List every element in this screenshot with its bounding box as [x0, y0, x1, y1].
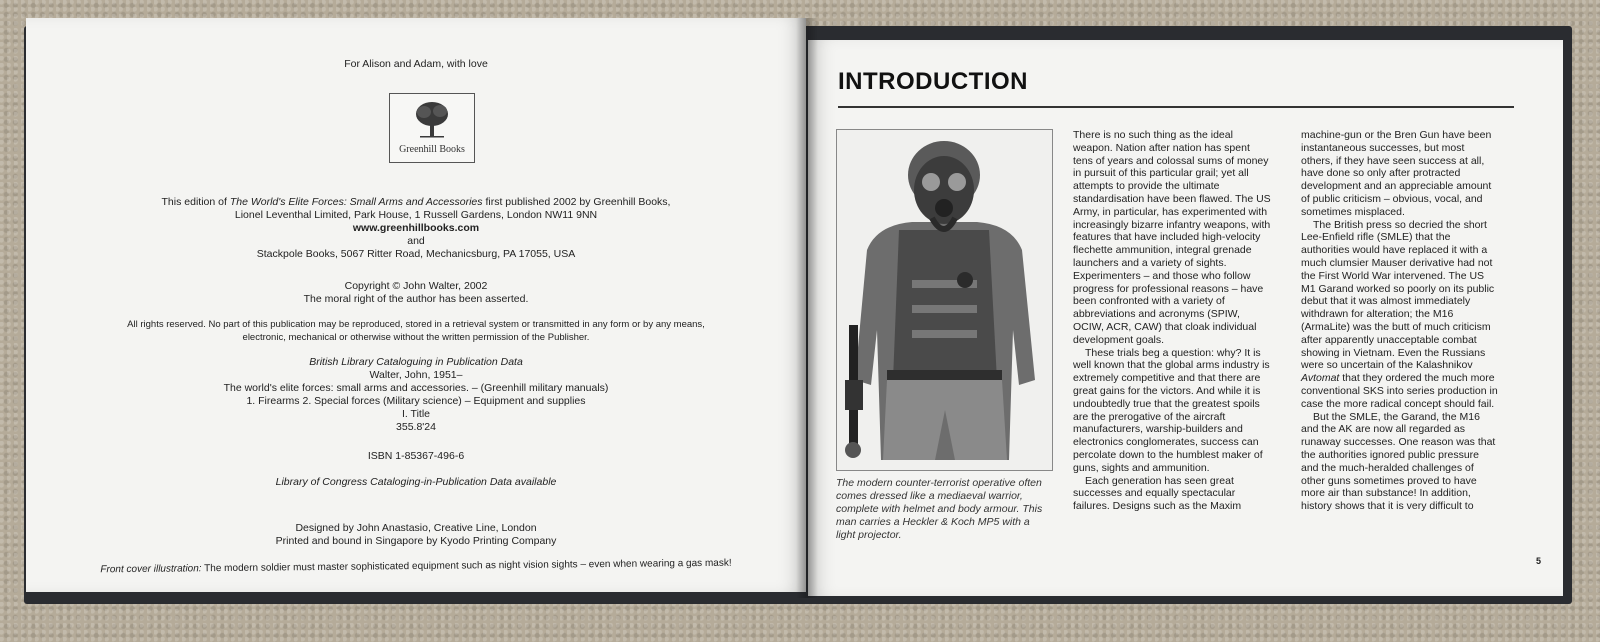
- paragraph-italic: Avtomat: [1301, 372, 1340, 385]
- moral-right-line: The moral right of the author has been asserted.: [303, 293, 529, 305]
- edition-text-b: first published 2002 by Greenhill Books,: [482, 196, 671, 208]
- cip-classification: 355.8'24: [396, 421, 436, 433]
- edition-block: [26, 196, 806, 261]
- rights-block: [26, 318, 806, 344]
- gas-mask-soldier-icon: [837, 130, 1052, 470]
- text-column-1: [1073, 129, 1271, 513]
- cip-author: Walter, John, 1951–: [369, 369, 463, 381]
- paragraph: These trials beg a question: why? It is well known that the global arms industry is extremely competitive and that there are great gains for the victors. And while it is undoubtedly true that the greatest spoils are the prerogative of the aircraft manufacturers, warship-builders and electronics conglomerates, success can percolate down to the humblest maker of guns, sights and ammunition.: [1073, 346, 1270, 474]
- rights-line-2: electronic, mechanical or otherwise without the written permission of the Publisher.: [242, 332, 590, 343]
- dedication: For Alison and Adam, with love: [344, 58, 488, 70]
- designed-by: Designed by John Anastasio, Creative Line, London: [295, 522, 537, 534]
- cover-illustration-note: [26, 556, 806, 577]
- title-rule: [838, 106, 1514, 108]
- cover-illus-text: The modern soldier must master sophisticated equipment such as night vision sights – even when wearing a gas mask!: [201, 557, 732, 575]
- cip-subjects: 1. Firearms 2. Special forces (Military science) – Equipment and supplies: [246, 395, 586, 407]
- tree-icon: [414, 100, 450, 140]
- edition-and: and: [407, 235, 425, 247]
- book-title: The World's Elite Forces: Small Arms and Accessories: [229, 196, 483, 208]
- cip-block: [26, 356, 806, 434]
- right-page: [808, 40, 1563, 596]
- paragraph: machine-gun or the Bren Gun have been instantaneous successes, but most others, if they have seen success at all, have done so only after protracted development and an appreciable amount of public criticism – obvious, vocal, and sometimes misplaced.: [1301, 129, 1492, 218]
- loc-cip: Library of Congress Cataloging-in-Publication Data available: [275, 476, 557, 488]
- cip-heading: British Library Cataloguing in Publication Data: [309, 356, 523, 368]
- soldier-photo: [836, 129, 1053, 471]
- page-title: INTRODUCTION: [838, 68, 1028, 95]
- paragraph: There is no such thing as the ideal weapon. Nation after nation has spent tens of years and colossal sums of money in pursuit of this particular grail; yet all attempts to provide the ultimate standardisation have been flawed. The US Army, in particular, has experimented with increasingly bizarre infantry weapons, with features that have included high-velocity flechette ammunition, integral grenade launchers and a variety of sights. Experimenters – and those who follow progress for professional reasons – have been confronted with a variety of abbreviations and acronyms (SPIW, OCIW, ACR, CAW) that cloak individual development goals.: [1073, 129, 1271, 346]
- publisher-website: www.greenhillbooks.com: [352, 222, 480, 234]
- edition-text-a: This edition of: [161, 196, 230, 208]
- paragraph-text-a: The British press so decried the short Lee-Enfield rifle (SMLE) that the authorities would have replaced it with a much clumsier Mauser derivative had not the First World War intervened. The US M1 Garand worked so poorly on its public debut that it was almost immediately withdrawn for alteration; the M16 (ArmaLite) was the butt of much criticism after apparently unacceptable combat showing in Vietnam. Even the Russians were so uncertain of the Kalashnikov: [1301, 218, 1495, 372]
- photo-caption: The modern counter-terrorist operative often comes dressed like a mediaeval warrior, complete with helmet and body armour. This man carries a Heckler & Koch MP5 with a light projector.: [836, 477, 1043, 541]
- left-page: [26, 18, 806, 592]
- copyright-block: [26, 280, 806, 306]
- paragraph-text-b: that they ordered the much more conventional SKS into series production in case the more radical concept should fail.: [1301, 372, 1498, 410]
- design-credits: [26, 522, 806, 548]
- page-number: 5: [1536, 556, 1542, 566]
- paragraph: Each generation has seen great successes and equally spectacular failures. Designs such as the Maxim: [1073, 474, 1242, 513]
- paragraph: But the SMLE, the Garand, the M16 and the AK are now all regarded as runaway successes. One reason was that the authorities ignored public pressure and the much-heralded challenges of other guns sometimes proved to have more air than substance! In addition, history shows that it is very difficult to: [1301, 410, 1496, 513]
- rights-line-1: All rights reserved. No part of this publication may be reproduced, stored in a retrieval system or transmitted in any form or by any means,: [127, 319, 705, 330]
- paragraph: [1301, 219, 1499, 411]
- publisher-logo: [389, 93, 475, 163]
- cover-illus-label: Front cover illustration:: [100, 563, 202, 576]
- text-column-2: [1301, 129, 1499, 513]
- copyright-line: Copyright © John Walter, 2002: [344, 280, 488, 292]
- cip-title-entry: I. Title: [401, 408, 430, 420]
- isbn: ISBN 1-85367-496-6: [367, 450, 465, 462]
- book-spine: [796, 18, 818, 598]
- printed-by: Printed and bound in Singapore by Kyodo Printing Company: [275, 535, 557, 547]
- logo-text: Greenhill Books: [399, 144, 465, 155]
- publisher-address: Lionel Leventhal Limited, Park House, 1 Russell Gardens, London NW11 9NN: [234, 209, 598, 221]
- cip-title: The world's elite forces: small arms and accessories. – (Greenhill military manuals): [223, 382, 609, 394]
- stackpole-address: Stackpole Books, 5067 Ritter Road, Mechanicsburg, PA 17055, USA: [256, 248, 576, 260]
